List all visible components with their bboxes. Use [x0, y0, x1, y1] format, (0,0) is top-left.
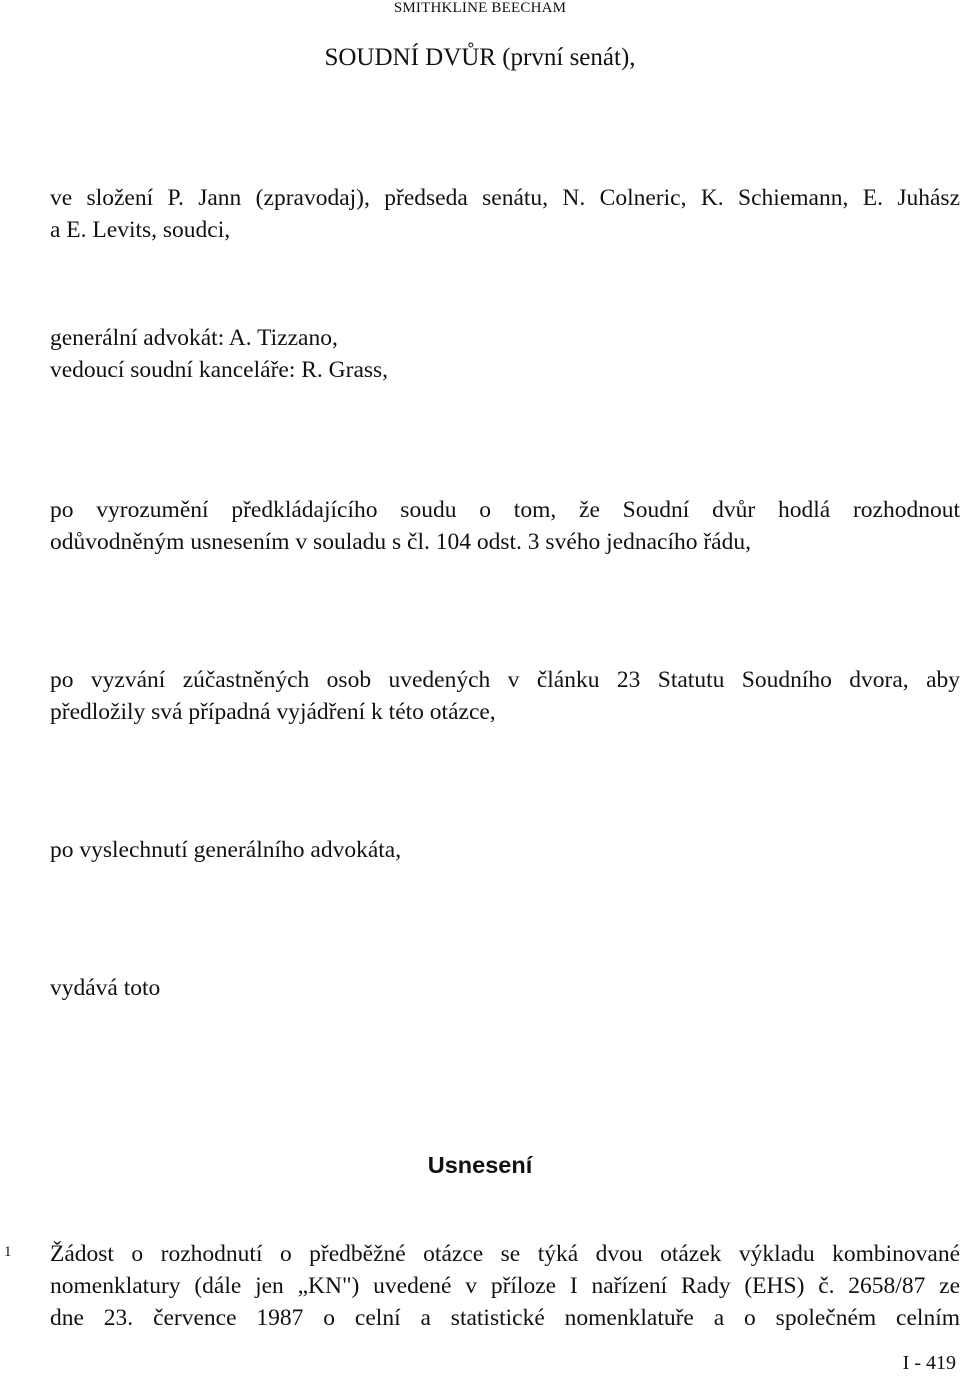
- paragraph-1: [50, 1238, 960, 1334]
- recital-line: předložily svá případná vyjádření k této otázce,: [50, 699, 496, 725]
- recital-advocate: [50, 834, 960, 866]
- court-title: SOUDNÍ DVŮR (první senát),: [324, 44, 636, 71]
- composition-line: ve složení P. Jann (zpravodaj), předseda senátu, N. Colneric, K. Schiemann, E. Juhász: [50, 185, 960, 211]
- paragraph-line: dne 23. července 1987 o celní a statistické nomenklatuře a o společném celním: [50, 1305, 960, 1331]
- recital-line: po vyrozumění předkládajícího soudu o tom, že Soudní dvůr hodlá rozhodnout: [50, 497, 960, 523]
- section-heading: Usnesení: [427, 1152, 533, 1178]
- paragraph-number: 1: [4, 1244, 12, 1260]
- recital-line: po vyslechnutí generálního advokáta,: [50, 837, 402, 863]
- composition-line: a E. Levits, soudci,: [50, 217, 231, 243]
- composition-paragraph: [50, 182, 960, 246]
- advocate-general-line: generální advokát: A. Tizzano,: [50, 325, 338, 351]
- running-head: SMITHKLINE BEECHAM: [393, 0, 567, 16]
- paragraph-line: Žádost o rozhodnutí o předběžné otázce se týká dvou otázek výkladu kombinované: [50, 1241, 960, 1267]
- officials-paragraph: [50, 322, 960, 386]
- recital-invitation: [50, 664, 960, 728]
- issues-text: vydává toto: [50, 975, 161, 1001]
- recital-notice: [50, 494, 960, 558]
- recital-line: odůvodněným usnesením v souladu s čl. 104 odst. 3 svého jednacího řádu,: [50, 529, 751, 555]
- recital-line: po vyzvání zúčastněných osob uvedených v článku 23 Statutu Soudního dvora, aby: [50, 667, 960, 693]
- registrar-line: vedoucí soudní kanceláře: R. Grass,: [50, 357, 389, 383]
- paragraph-line: nomenklatury (dále jen „KN") uvedené v příloze I nařízení Rady (EHS) č. 2658/87 ze: [50, 1273, 960, 1299]
- page-number: I - 419: [902, 1352, 956, 1374]
- issues-line: [50, 972, 960, 1004]
